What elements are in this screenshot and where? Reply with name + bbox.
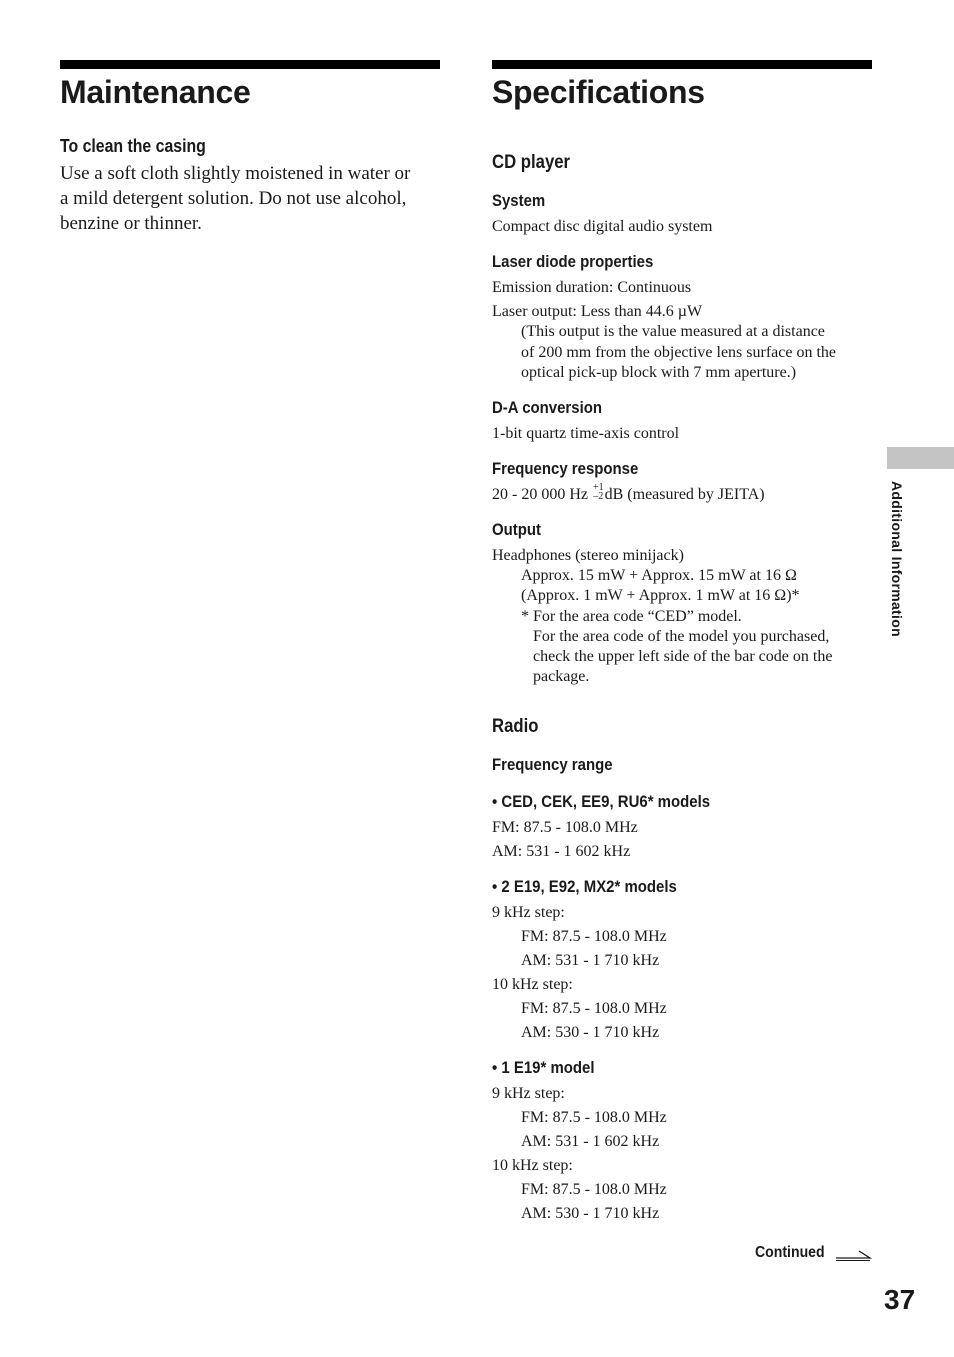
frequency-range-label: Frequency range xyxy=(492,755,613,774)
group2-label: • 2 E19, E92, MX2* models xyxy=(492,877,677,896)
system-value: Compact disc digital audio system xyxy=(492,218,713,235)
laser-note-line-3: optical pick-up block with 7 mm aperture.) xyxy=(521,364,797,381)
group3-step10-am: AM: 530 - 1 710 kHz xyxy=(521,1205,660,1222)
group2-step9-am: AM: 531 - 1 710 kHz xyxy=(521,952,660,969)
output-footnote-line-2: For the area code of the model you purchased, xyxy=(533,628,830,645)
specifications-rule xyxy=(492,60,872,69)
tolerance-minus: –2 xyxy=(593,491,604,503)
output-line-1: Headphones (stereo minijack) xyxy=(492,547,684,564)
frequency-response-value xyxy=(492,482,765,505)
group2-step9: 9 kHz step: xyxy=(492,904,565,921)
group1-am: AM: 531 - 1 602 kHz xyxy=(492,843,631,860)
maintenance-rule xyxy=(60,60,440,69)
output-label: Output xyxy=(492,520,542,539)
group3-step9-am: AM: 531 - 1 602 kHz xyxy=(521,1133,660,1150)
cd-player-heading: CD player xyxy=(492,152,571,173)
tolerance-plus: +1 xyxy=(592,482,604,494)
frequency-unit-text: dB (measured by JEITA) xyxy=(604,486,765,503)
system-label: System xyxy=(492,191,546,210)
group3-step10: 10 kHz step: xyxy=(492,1157,573,1174)
maintenance-title: Maintenance xyxy=(60,74,251,110)
output-line-3: (Approx. 1 mW + Approx. 1 mW at 16 Ω)* xyxy=(521,587,800,604)
radio-heading: Radio xyxy=(492,716,539,737)
frequency-response-label: Frequency response xyxy=(492,459,639,478)
group1-fm: FM: 87.5 - 108.0 MHz xyxy=(492,819,638,836)
laser-label: Laser diode properties xyxy=(492,252,654,271)
da-conversion-value: 1-bit quartz time-axis control xyxy=(492,425,680,442)
continued-label: Continued xyxy=(755,1244,825,1261)
group3-label: • 1 E19* model xyxy=(492,1058,595,1077)
section-side-label: Additional Information xyxy=(889,481,905,637)
output-footnote-line-1: * For the area code “CED” model. xyxy=(521,608,742,625)
frequency-range-text: 20 - 20 000 Hz xyxy=(492,486,588,503)
section-tab-marker xyxy=(887,447,954,469)
laser-note-line-1: (This output is the value measured at a distance xyxy=(521,323,825,340)
laser-emission: Emission duration: Continuous xyxy=(492,279,692,296)
group3-step9: 9 kHz step: xyxy=(492,1085,565,1102)
specifications-title: Specifications xyxy=(492,74,705,110)
da-conversion-label: D-A conversion xyxy=(492,398,603,417)
group3-step9-fm: FM: 87.5 - 108.0 MHz xyxy=(521,1109,667,1126)
group2-step10: 10 kHz step: xyxy=(492,976,573,993)
group1-label: • CED, CEK, EE9, RU6* models xyxy=(492,792,711,811)
maintenance-subheading: To clean the casing xyxy=(60,136,206,156)
laser-output: Laser output: Less than 44.6 µW xyxy=(492,303,703,320)
group2-step10-fm: FM: 87.5 - 108.0 MHz xyxy=(521,1000,667,1017)
maintenance-body-line-2: a mild detergent solution. Do not use alcohol, xyxy=(60,188,407,209)
group2-step10-am: AM: 530 - 1 710 kHz xyxy=(521,1024,660,1041)
group3-step10-fm: FM: 87.5 - 108.0 MHz xyxy=(521,1181,667,1198)
tolerance-stack xyxy=(593,483,604,501)
page-number: 37 xyxy=(884,1284,916,1315)
laser-note-line-2: of 200 mm from the objective lens surface on the xyxy=(521,344,837,361)
group2-step9-fm: FM: 87.5 - 108.0 MHz xyxy=(521,928,667,945)
output-footnote-line-3: check the upper left side of the bar code on the xyxy=(533,648,833,665)
continued-arrow-icon xyxy=(835,1248,873,1262)
maintenance-body-line-1: Use a soft cloth slightly moistened in water or xyxy=(60,163,411,184)
output-line-2: Approx. 15 mW + Approx. 15 mW at 16 Ω xyxy=(521,567,797,584)
output-footnote-line-4: package. xyxy=(533,668,590,685)
maintenance-body-line-3: benzine or thinner. xyxy=(60,213,202,234)
